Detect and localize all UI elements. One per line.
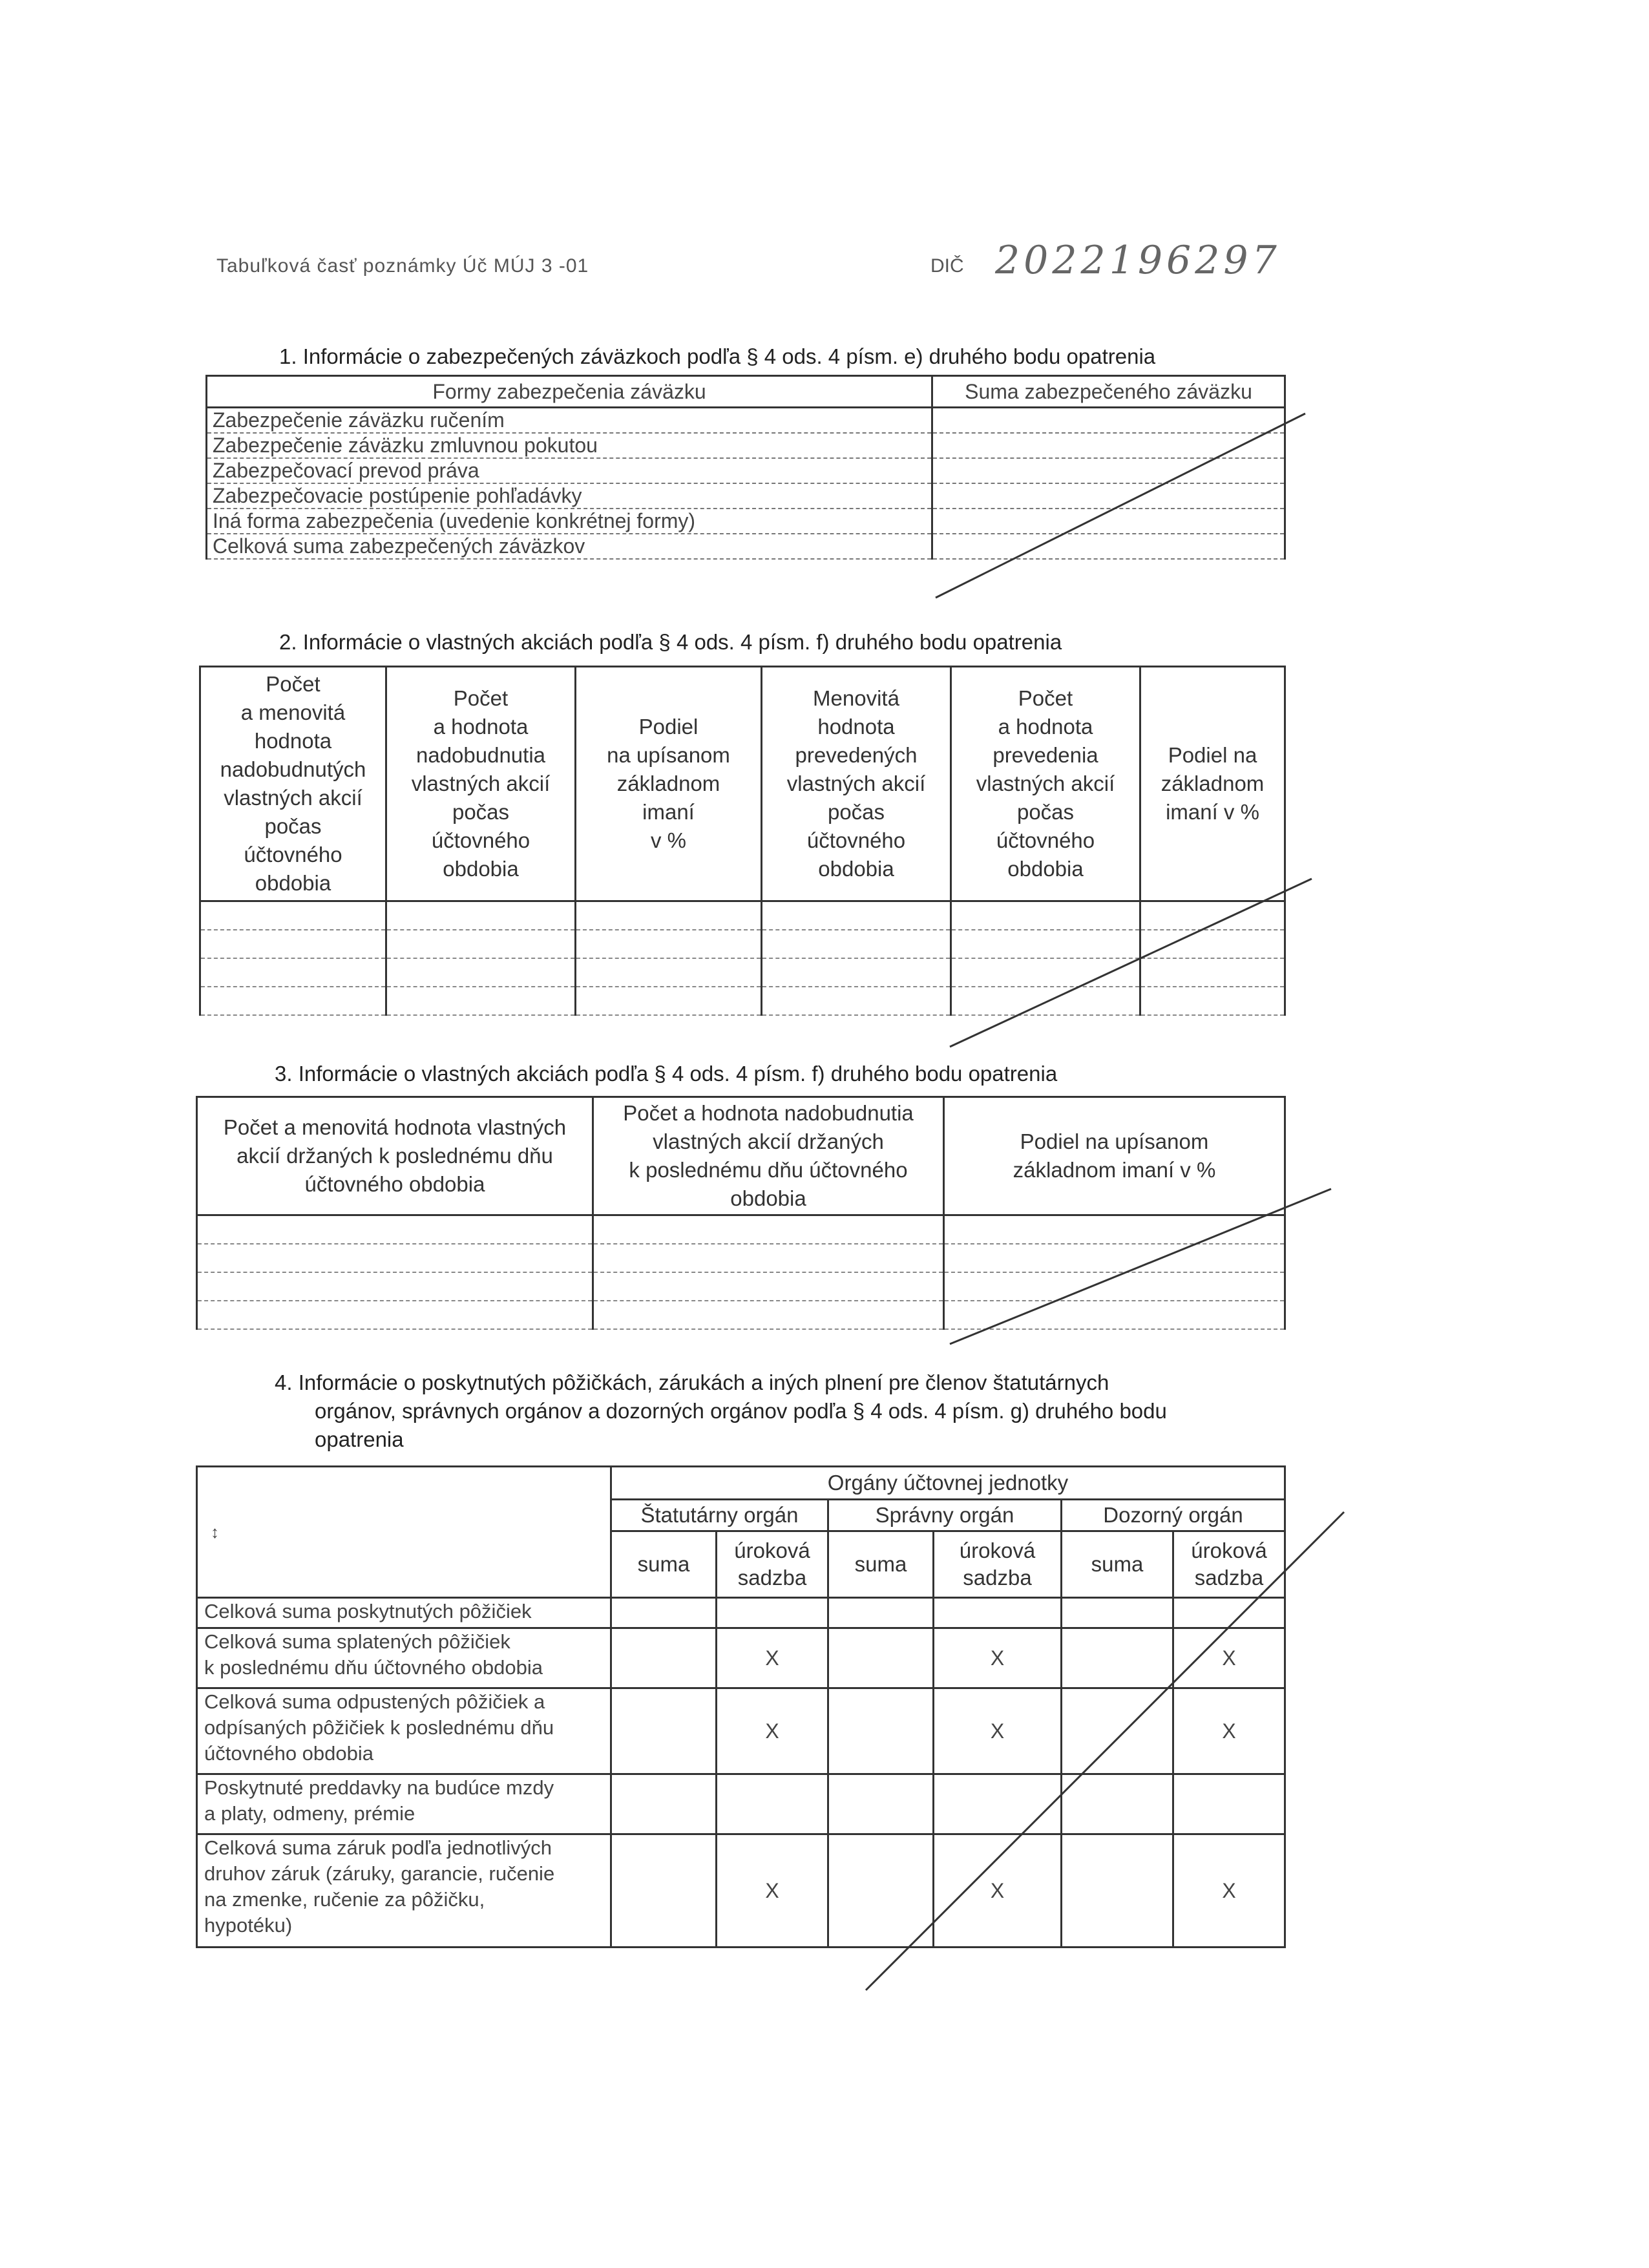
rate-subheader: úroková sadzba: [934, 1531, 1062, 1598]
strike-line-section-1: [936, 414, 1305, 598]
tax-id-label: DIČ: [930, 255, 964, 277]
col-header: Počet a hodnota nadobudnutia vlastných akcií počas účtovného obdobia: [386, 667, 576, 901]
rate-cell[interactable]: X: [934, 1628, 1062, 1688]
supervisory-organ-header: Dozorný orgán: [1062, 1500, 1285, 1531]
col-header: Podiel na upísanom základnom imaní v %: [944, 1097, 1285, 1215]
row-label: Zabezpečenie záväzku zmluvnou pokutou: [207, 433, 932, 458]
tax-id-handwritten-value: 2022196297: [995, 238, 1281, 283]
row-label: Iná forma zabezpečenia (uvedenie konkrétnej formy): [207, 509, 932, 534]
row-label: Zabezpečovacie postúpenie pohľadávky: [207, 483, 932, 509]
row-label: Celková suma záruk podľa jednotlivých druhov záruk (záruky, garancie, ručenie na zmenke, ručenie za pôžičku, hypotéku): [197, 1834, 611, 1948]
section-3-title: 3. Informácie o vlastných akciách podľa § 4 ods. 4 písm. f) druhého bodu opatrenia: [275, 1062, 1058, 1086]
col-header: Menovitá hodnota prevedených vlastných akcií počas účtovného obdobia: [762, 667, 951, 901]
section-2-title: 2. Informácie o vlastných akciách podľa § 4 ods. 4 písm. f) druhého bodu opatrenia: [279, 630, 1062, 654]
col-header: Podiel na základnom imaní v %: [1140, 667, 1285, 901]
strike-line-section-2: [950, 879, 1312, 1047]
rate-cell[interactable]: X: [1173, 1834, 1285, 1948]
col-header: Počet a hodnota prevedenia vlastných akcií počas účtovného obdobia: [951, 667, 1140, 901]
section-1-title: 1. Informácie o zabezpečených záväzkoch podľa § 4 ods. 4 písm. e) druhého bodu opatrenia: [279, 344, 1156, 368]
form-header-title: Tabuľková časť poznámky Úč MÚJ 3 -01: [216, 255, 589, 277]
col-header: Počet a menovitá hodnota vlastných akcií držaných k poslednému dňu účtovného obdobia: [197, 1097, 593, 1215]
row-label: Zabezpečenie záväzku ručením: [207, 408, 932, 434]
rate-cell[interactable]: X: [934, 1834, 1062, 1948]
col-header-sum: Suma zabezpečeného záväzku: [932, 376, 1285, 408]
rate-subheader: úroková sadzba: [717, 1531, 828, 1598]
strike-line-section-3: [950, 1189, 1331, 1344]
row-label: Celková suma splatených pôžičiek k poslednému dňu účtovného obdobia: [197, 1628, 611, 1688]
organs-group-header: Orgány účtovnej jednotky: [611, 1467, 1285, 1500]
rate-cell[interactable]: X: [934, 1688, 1062, 1774]
rate-subheader: úroková sadzba: [1173, 1531, 1285, 1598]
rate-cell[interactable]: X: [1173, 1688, 1285, 1774]
administrative-organ-header: Správny orgán: [828, 1500, 1062, 1531]
rate-cell[interactable]: X: [717, 1688, 828, 1774]
sum-subheader: suma: [611, 1531, 717, 1598]
rate-cell[interactable]: X: [1173, 1628, 1285, 1688]
col-header: Počet a menovitá hodnota nadobudnutých vlastných akcií počas účtovného obdobia: [200, 667, 386, 901]
statutory-organ-header: Štatutárny orgán: [611, 1500, 828, 1531]
rate-cell[interactable]: X: [717, 1628, 828, 1688]
strike-line-section-4: [866, 1512, 1344, 1990]
row-label: Poskytnuté preddavky na budúce mzdy a platy, odmeny, prémie: [197, 1774, 611, 1834]
row-label: Celková suma poskytnutých pôžičiek: [197, 1598, 611, 1628]
row-label-header: ↕: [197, 1467, 611, 1598]
sum-subheader: suma: [828, 1531, 934, 1598]
row-label: Celková suma odpustených pôžičiek a odpísaných pôžičiek k poslednému dňu účtovného obdobia: [197, 1688, 611, 1774]
sum-subheader: suma: [1062, 1531, 1173, 1598]
col-header: Počet a hodnota nadobudnutia vlastných akcií držaných k poslednému dňu účtovného obdobia: [593, 1097, 944, 1215]
col-header: Podiel na upísanom základnom imaní v %: [576, 667, 762, 901]
rate-cell[interactable]: X: [717, 1834, 828, 1948]
row-label: Zabezpečovací prevod práva: [207, 458, 932, 483]
col-header-forms: Formy zabezpečenia záväzku: [207, 376, 932, 408]
row-label: Celková suma zabezpečených záväzkov: [207, 534, 932, 559]
section-4-title: 4. Informácie o poskytnutých pôžičkách, zárukách a iných plnení pre členov štatutárnych orgánov, správnych orgánov a dozorných orgánov podľa § 4 ods. 4 písm. g) druhého bodu opatrenia: [275, 1370, 1167, 1451]
